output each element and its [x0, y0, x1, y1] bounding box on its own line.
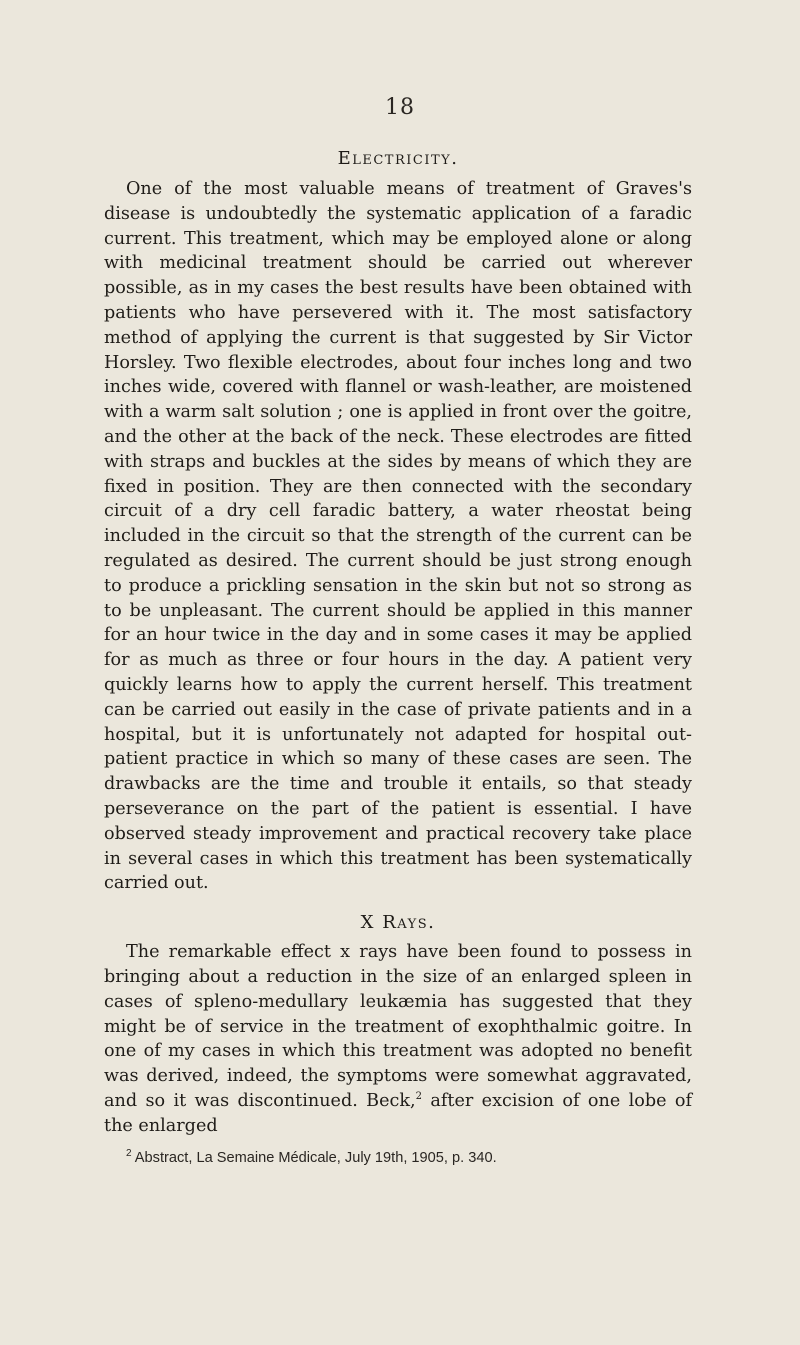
footnote-reference-mark: 2: [415, 1091, 423, 1103]
footnote: [104, 1148, 692, 1168]
page-number: 18: [385, 95, 415, 120]
paragraph-x-rays: [104, 940, 692, 1138]
paragraph-electricity: One of the most valuable means of treatment of Graves's disease is undoubtedly the systematic application of a faradic current. This treatment, which may be employed alone or along with medicinal treatment should be carried out wherever possible, as in my cases the best results have been obtained with patients who have persevered with it. The most satisfactory method of applying the current is that suggested by Sir Victor Horsley. Two flexible electrodes, about four inches long and two inches wide, covered with flannel or wash-leather, are moistened with a warm salt solution ; one is applied in front over the goitre, and the other at the back of the neck. These electrodes are fitted with straps and buckles at the sides by means of which they are fixed in position. They are then connected with the secondary circuit of a dry cell faradic battery, a water rheostat being included in the circuit so that the strength of the current can be regulated as desired. The current should be just strong enough to produce a prickling sensation in the skin but not so strong as to be unpleasant. The current should be applied in this manner for an hour twice in the day and in some cases it may be applied for as much as three or four hours in the day. A patient very quickly learns how to apply the current herself. This treatment can be carried out easily in the case of private patients and in a hospital, but it is unfortunately not adapted for hospital out-patient practice in which so many of these cases are seen. The drawbacks are the time and trouble it entails, so that steady perseverance on the part of the patient is essential. I have observed steady improvement and practical recovery take place in several cases in which this treatment has been systematically carried out.: [104, 179, 692, 894]
paragraph-x-rays-text: The remarkable effect x rays have been found to possess in bringing about a reduction in the size of an enlarged spleen in cases of spleno-medullary leukæmia has suggested that they might be of service in the treatment of exophthalmic goitre. In one of my cases in which this treatment was adopted no benefit was derived, indeed, the symptoms were somewhat aggravated, and so it was discontinued. Beck,: [104, 942, 692, 1111]
footnote-text: Abstract, La Semaine Médicale, July 19th, 1905, p. 340.: [131, 1150, 497, 1167]
section-heading-electricity: Electricity.: [337, 148, 459, 169]
text-column: [104, 146, 692, 1168]
paragraph-x-rays-text-continued: after excision of one lobe of the enlarged: [104, 1090, 692, 1136]
section-heading-x-rays: X Rays.: [360, 912, 436, 934]
footnote-mark: 2: [126, 1148, 132, 1160]
